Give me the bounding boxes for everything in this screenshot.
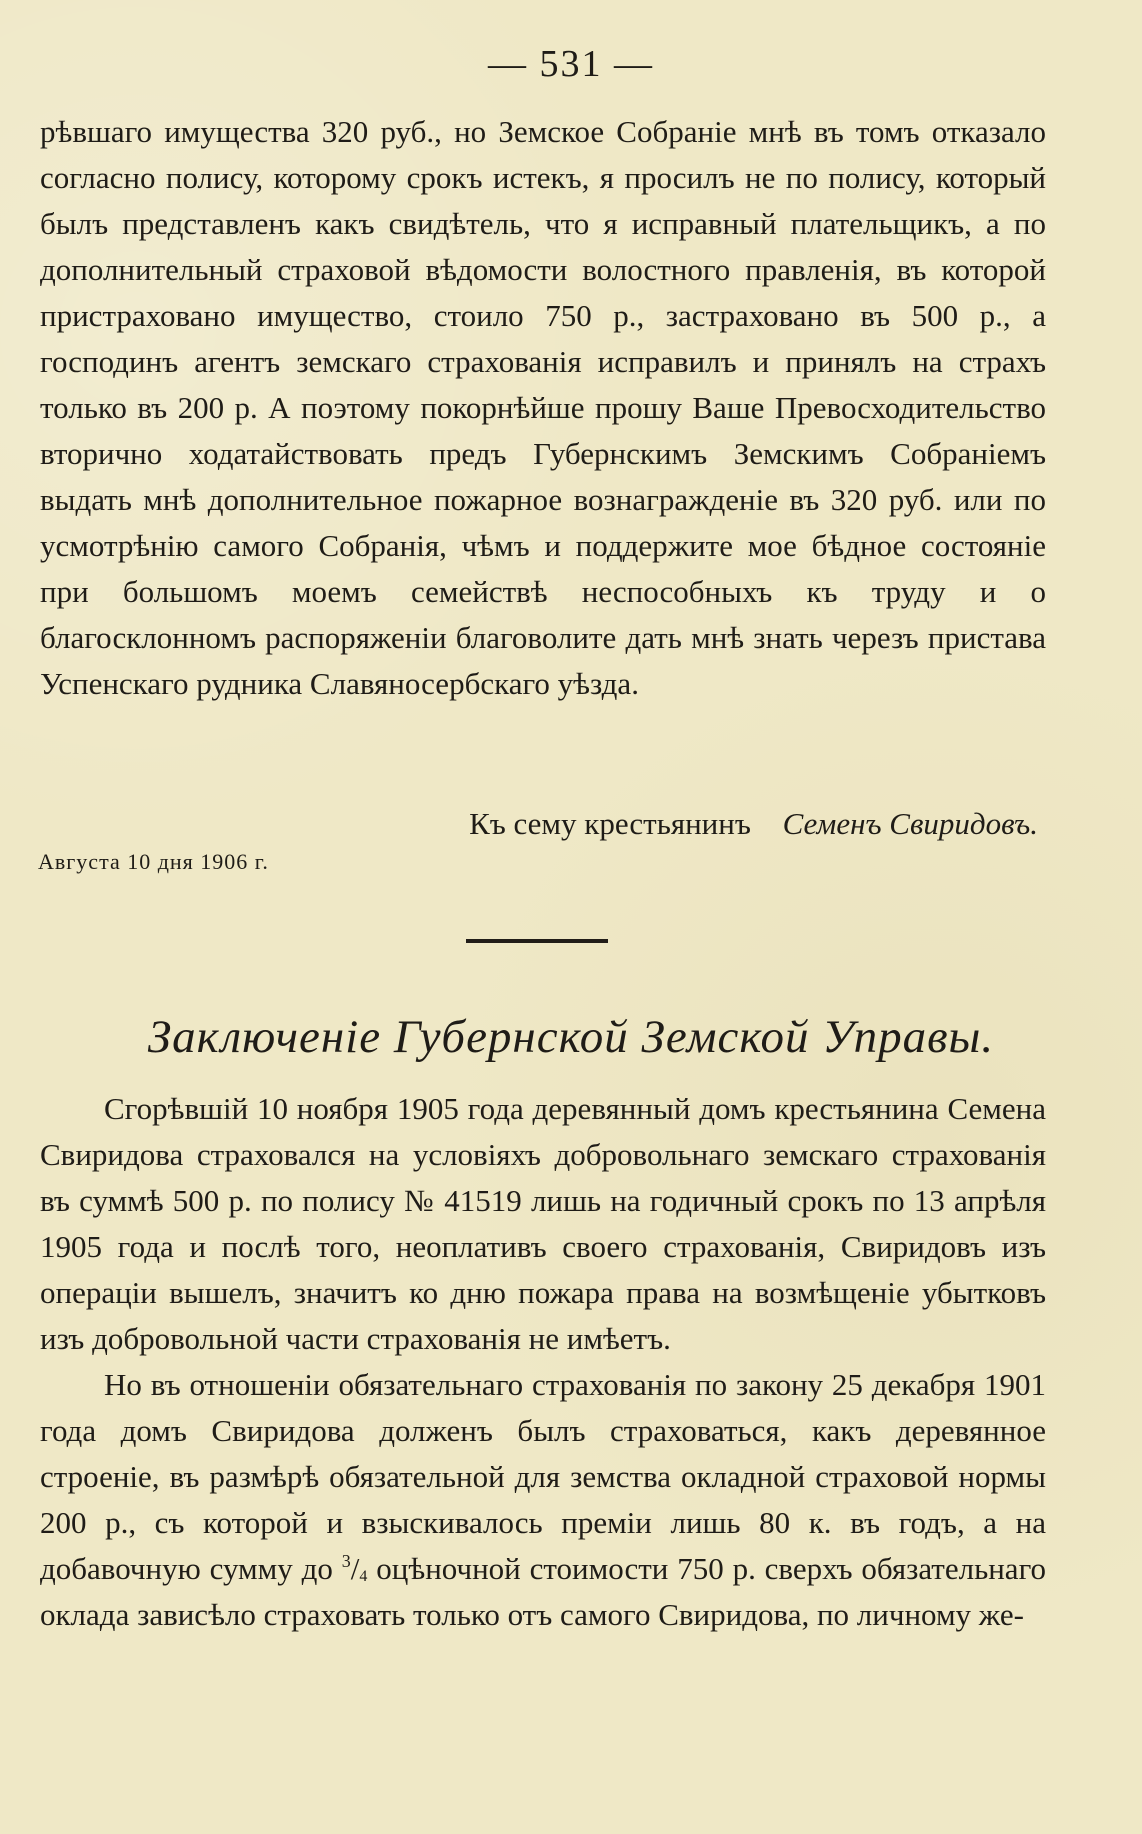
fraction-numerator: 3 xyxy=(341,1551,351,1571)
signature-name: Семенъ Свиридовъ. xyxy=(782,806,1038,841)
conclusion-paragraph-2-after: оцѣночной стоимости 750 р. сверхъ обязательнаго оклада зависѣло страховать только отъ самого Свиридова, по личному же- xyxy=(40,1551,1047,1632)
signature-prefix: Къ сему крестьянинъ xyxy=(469,806,751,841)
signature-line xyxy=(469,801,1038,847)
conclusion-text-block xyxy=(40,1086,1046,1796)
conclusion-paragraph-1: Сгорѣвшій 10 ноября 1905 года деревянный домъ крестьянина Семена Свиридова страховался на условіяхъ добровольнаго земскаго страхованія въ суммѣ 500 р. по полису № 41519 лишь на годичный срокъ по 13 апрѣля 1905 года и послѣ того, неоплативъ своего страхованія, Свиридовъ изъ операціи вышелъ, значитъ ко дню пожара права на возмѣщеніе убытковъ изъ добровольной части страхованія не имѣетъ. xyxy=(40,1091,1046,1356)
fraction-three-quarters: $^3$/4 xyxy=(341,1551,368,1586)
section-title: Заключеніе Губернской Земской Управы. xyxy=(147,1011,995,1063)
page-number: — 531 — xyxy=(488,43,654,85)
letter-paragraph: рѣвшаго имущества 320 руб., но Земское Собраніе мнѣ въ томъ отказало согласно полису, которому срокъ истекъ, я просилъ не по полису, который былъ представленъ какъ свидѣтель, что я исправный плательщикъ, а по дополнительный страховой вѣдомости волостного правленія, въ которой пристраховано имущество, стоило 750 р., застраховано въ 500 р., а господинъ агентъ земскаго страхованія исправилъ и принялъ на страхъ только въ 200 р. А поэтому покорнѣйше прошу Ваше Превосходительство вторично ходатайствовать предъ Губернскимъ Земскимъ Собраніемъ выдать мнѣ дополнительное пожарное вознагражденіе въ 320 руб. или по усмотрѣнію самого Собранія, чѣмъ и поддержите мое бѣдное состояніе при большомъ моемъ семействѣ неспособныхъ къ труду и о благосклонномъ распоряженіи благоволите дать мнѣ знать черезъ пристава Успенскаго рудника Славяносербскаго уѣзда. xyxy=(40,114,1046,701)
conclusion-paragraph-2-before: Но въ отношеніи обязательнаго страхованія по закону 25 декабря 1901 года домъ Свиридова долженъ былъ страховаться, какъ деревянное строеніе, въ размѣрѣ обязательной для земства окладной страховой нормы 200 р., съ которой и взыскивалось преміи лишь 80 к. въ годъ, а на добавочную сумму до xyxy=(40,1367,1046,1586)
conclusion-paragraph-2 xyxy=(40,1362,1046,1638)
section-divider xyxy=(466,939,608,943)
letter-text-block xyxy=(40,109,1046,799)
letter-date: Августа 10 дня 1906 г. xyxy=(38,849,269,874)
fraction-denominator: 4 xyxy=(359,1568,368,1585)
